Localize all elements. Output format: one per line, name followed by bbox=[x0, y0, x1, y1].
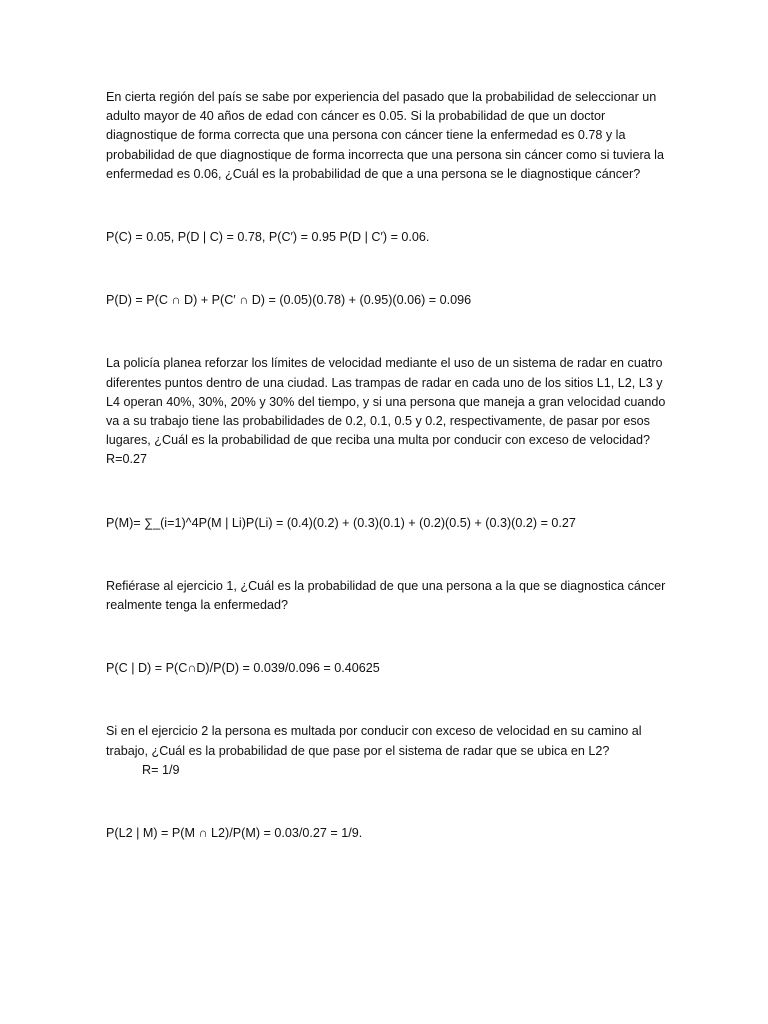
problem-2-solution: P(M)= ∑_(i=1)^4P(M | Li)P(Li) = (0.4)(0.2) + (0.3)(0.1) + (0.2)(0.5) + (0.3)(0.2) = 0.27 bbox=[106, 515, 576, 530]
spacer bbox=[106, 615, 666, 659]
spacer bbox=[106, 678, 666, 722]
problem-1-text: En cierta región del país se sabe por experiencia del pasado que la probabilidad de seleccionar un adulto mayor de 40 años de edad con cáncer es 0.05. Si la probabilidad de que un doctor diagnostique de forma correcta que una persona con cáncer tiene la enfermedad es 0.78 y la probabilidad de que diagnostique de forma incorrecta que una persona sin cáncer como si tuviera la enfermedad es 0.06, ¿Cuál es la probabilidad de que a una persona se le diagnostique cáncer? bbox=[106, 90, 664, 181]
problem-4-answer: R= 1/9 bbox=[142, 762, 180, 777]
spacer bbox=[106, 533, 666, 577]
spacer bbox=[106, 184, 666, 228]
spacer bbox=[106, 780, 666, 824]
problem-1-solution: P(D) = P(C ∩ D) + P(C′ ∩ D) = (0.05)(0.78) + (0.95)(0.06) = 0.096 bbox=[106, 293, 472, 308]
problem-4-question: Si en el ejercicio 2 la persona es multada por conducir con exceso de velocidad en su camino al trabajo, ¿Cuál es la probabilidad de que pase por el sistema de radar que se ubica en L2? bbox=[106, 724, 642, 758]
spacer bbox=[106, 247, 666, 291]
problem-2-text: La policía planea reforzar los límites de velocidad mediante el uso de un sistema de radar en cuatro diferentes puntos dentro de una ciudad. Las trampas de radar en cada uno de los sitios L1, L2, L3 y L4 operan 40%, 30%, 20% y 30% del tiempo, y si una persona que maneja a gran velocidad cuando va a su trabajo tiene las probabilidades de 0.2, 0.1, 0.5 y 0.2, respectivamente, de pasar por esos lugares, ¿Cuál es la probabilidad de que reciba una multa por conducir con exceso de velocidad? R=0.27 bbox=[106, 356, 666, 467]
problem-4-solution: P(L2 | M) = P(M ∩ L2)/P(M) = 0.03/0.27 = 1/9. bbox=[106, 826, 363, 841]
document-body bbox=[106, 88, 666, 843]
problem-4-text bbox=[106, 722, 666, 780]
problem-3-text: Refiérase al ejercicio 1, ¿Cuál es la probabilidad de que una persona a la que se diagnostica cáncer realmente tenga la enfermedad? bbox=[106, 578, 666, 613]
spacer bbox=[106, 310, 666, 354]
problem-3-solution: P(C | D) = P(C∩D)/P(D) = 0.039/0.096 = 0.40625 bbox=[106, 661, 380, 676]
problem-1-givens: P(C) = 0.05, P(D | C) = 0.78, P(C′) = 0.95 P(D | C′) = 0.06. bbox=[106, 230, 430, 245]
spacer bbox=[106, 470, 666, 514]
